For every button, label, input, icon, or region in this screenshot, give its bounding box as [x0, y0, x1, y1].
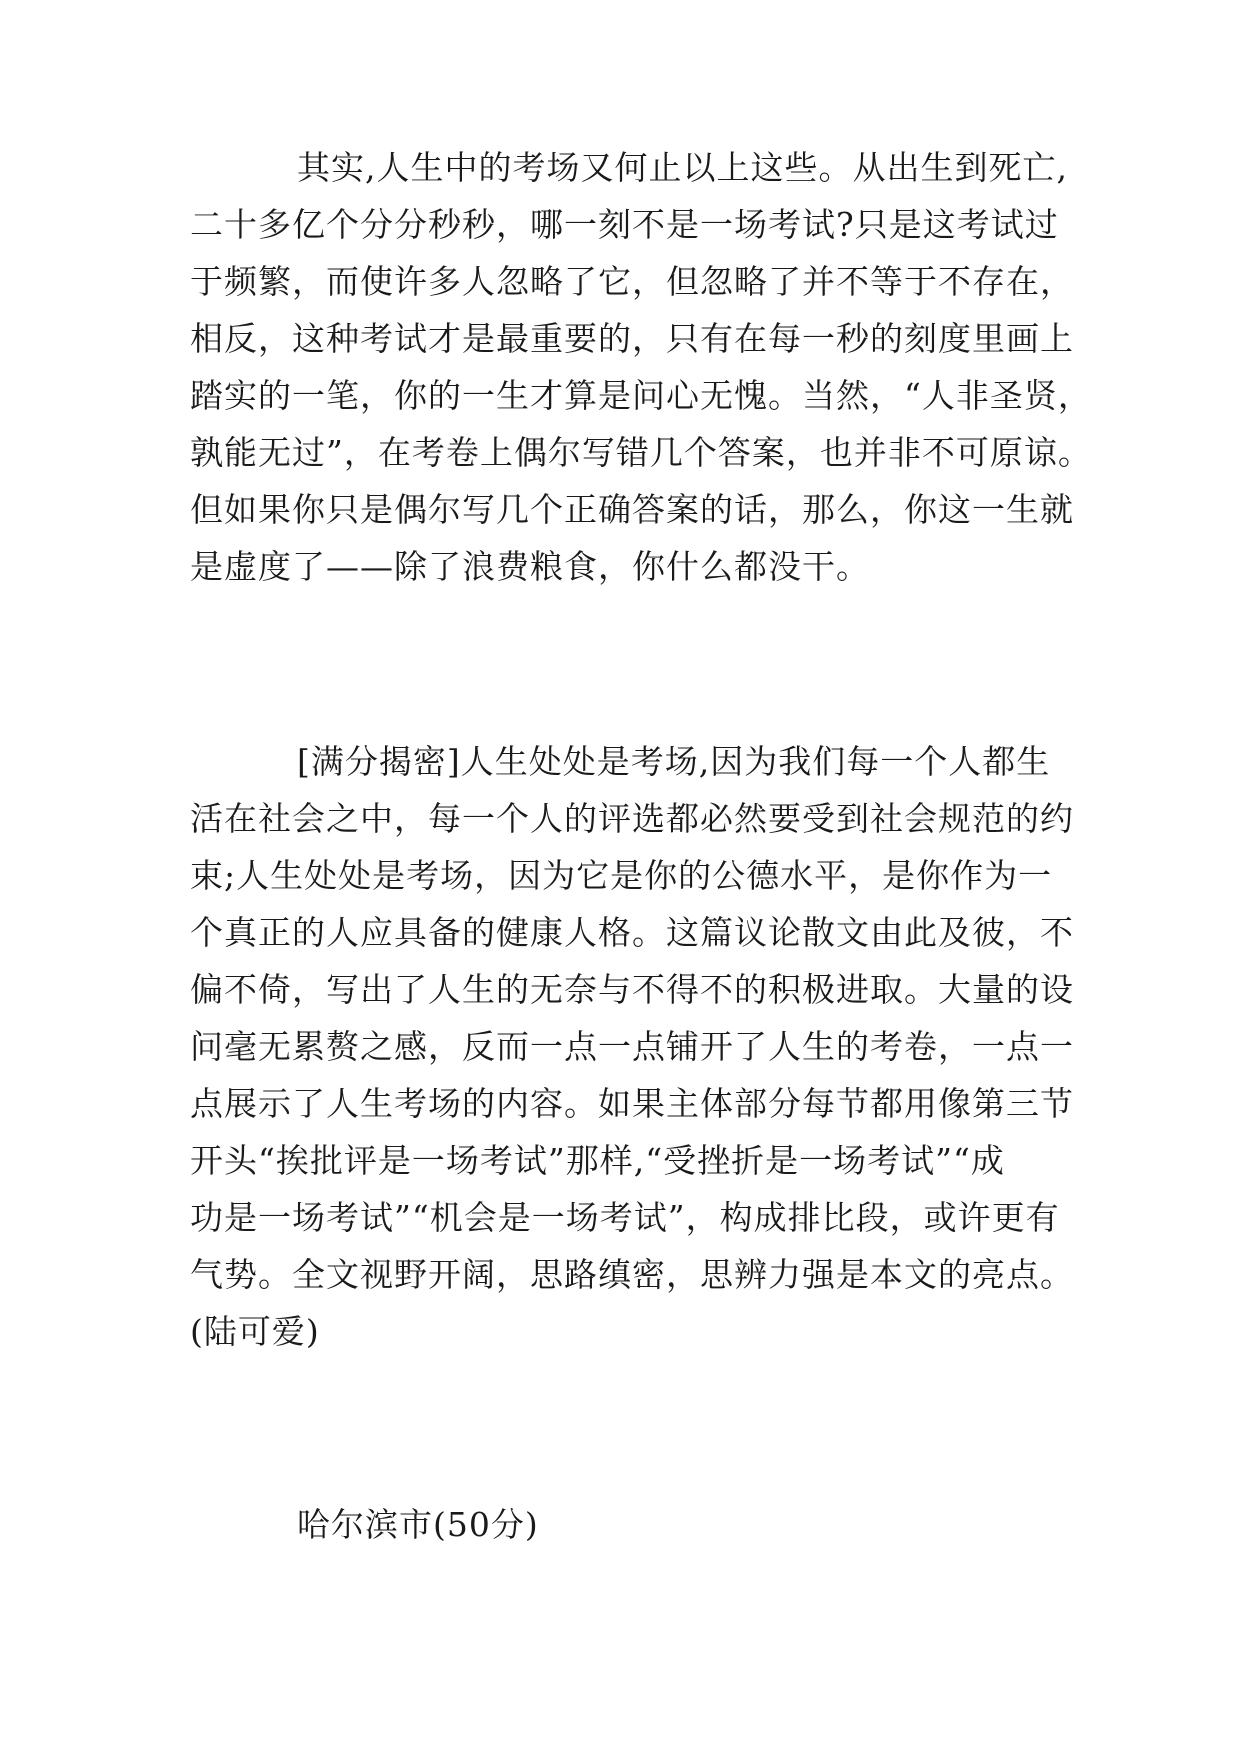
paragraph2-line-3: 束;人生处处是考场，因为它是你的公德水平，是你作为一	[190, 856, 1053, 895]
paragraph1-line-1: 其实,人生中的考场又何止以上这些。从出生到死亡,	[297, 148, 1068, 187]
paragraph2-line-6: 问毫无累赘之感，反而一点一点铺开了人生的考卷，一点一	[190, 1027, 1074, 1066]
paragraph2-line-1: [满分揭密]人生处处是考场,因为我们每一个人都生	[297, 742, 1051, 781]
paragraph1-line-7: 但如果你只是偶尔写几个正确答案的话，那么，你这一生就	[190, 490, 1074, 529]
paragraph1-line-8: 是虚度了——除了浪费粮食，你什么都没干。	[190, 547, 870, 586]
paragraph2-line-5: 偏不倚，写出了人生的无奈与不得不的积极进取。大量的设	[190, 970, 1074, 1009]
paragraph1-line-3: 于频繁，而使许多人忽略了它，但忽略了并不等于不存在，	[190, 262, 1074, 301]
paragraph2-line-9: 功是一场考试”“机会是一场考试”，构成排比段，或许更有	[190, 1198, 1060, 1237]
paragraph2-line-10: 气势。全文视野开阔，思路缜密，思辨力强是本文的亮点。	[190, 1255, 1074, 1294]
paragraph1-line-2: 二十多亿个分分秒秒，哪一刻不是一场考试?只是这考试过	[190, 205, 1059, 244]
paragraph2-line-2: 活在社会之中，每一个人的评选都必然要受到社会规范的约	[190, 799, 1074, 838]
section-heading: 哈尔滨市(50分)	[297, 1505, 539, 1544]
paragraph2-line-8: 开头“挨批评是一场考试”那样,“受挫折是一场考试”“成	[190, 1141, 1005, 1180]
paragraph1-line-4: 相反，这种考试才是最重要的，只有在每一秒的刻度里画上	[190, 319, 1074, 358]
paragraph1-line-5: 踏实的一笔，你的一生才算是问心无愧。当然，“人非圣贤，	[190, 376, 1092, 415]
paragraph2-line-11: (陆可爱)	[190, 1312, 320, 1351]
paragraph2-line-4: 个真正的人应具备的健康人格。这篇议论散文由此及彼，不	[190, 913, 1074, 952]
paragraph1-line-6: 孰能无过”，在考卷上偶尔写错几个答案，也并非不可原谅。	[190, 433, 1092, 472]
paragraph2-line-7: 点展示了人生考场的内容。如果主体部分每节都用像第三节	[190, 1084, 1074, 1123]
